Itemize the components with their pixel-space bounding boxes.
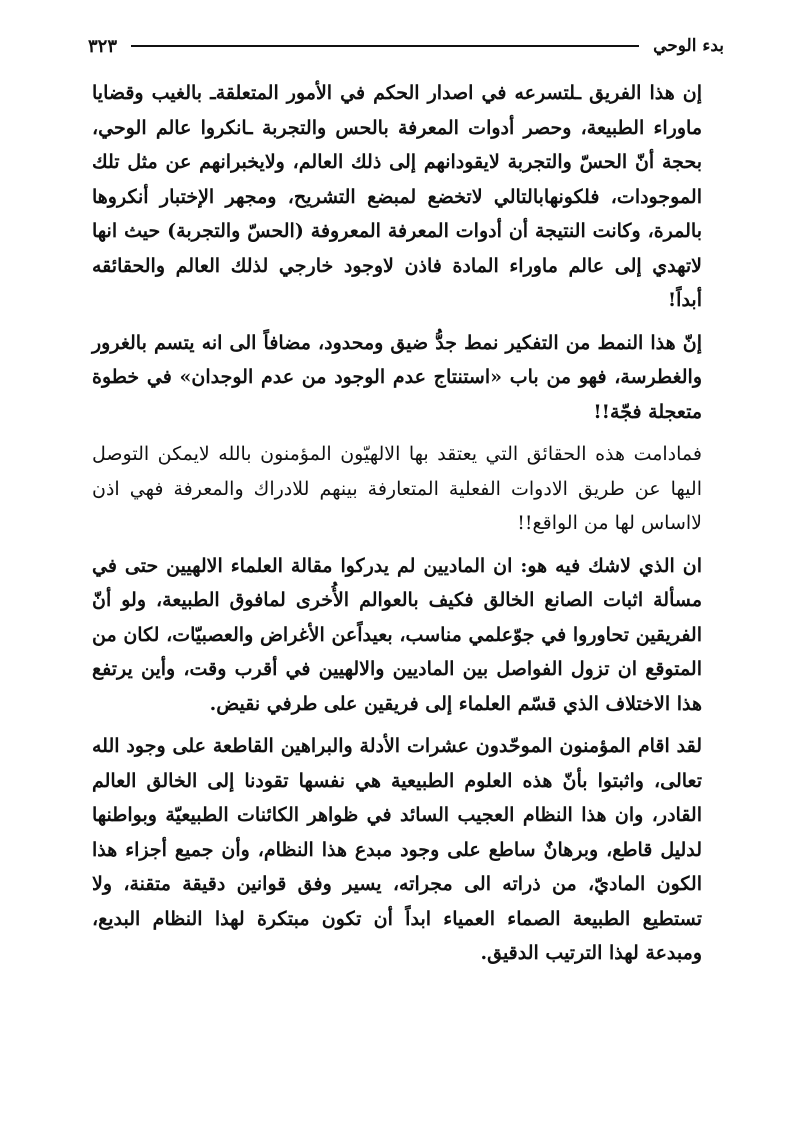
page-number: ٣٢٣ bbox=[88, 35, 118, 57]
paragraph-2: إنّ هذا النمط من التفكير نمط جدُّ ضيق ومحدود، مضافاً الى انه يتسم بالغرور والغطرسة، فهو من باب «استنتاج عدم الوجود من عدم الوجدان» في خطوة متعجلة فجّة!! bbox=[92, 331, 702, 423]
running-header bbox=[88, 34, 724, 58]
paragraph-3: فمادامت هذه الحقائق التي يعتقد بها الالهيّون المؤمنون بالله لايمكن التوصل اليها عن طريق الادوات الفعلية المتعارفة بينهم للادراك والمعرفة فهي اذن لااساس لها من الواقع!! bbox=[92, 443, 702, 534]
chapter-title: بدء الوحي bbox=[653, 36, 724, 56]
paragraph-5: لقد اقام المؤمنون الموحّدون عشرات الأدلة والبراهين القاطعة على وجود الله تعالى، واثبتوا بأنّ هذه العلوم الطبيعية هي نفسها تقودنا إلى الخالق العالم القادر، وان هذا النظام العجيب السائد في ظواهر الكائنات الطبيعيّة وبواطنها لدليل قاطع، وبرهانٌ ساطع على وجود مبدع هذا النظام، وأن جميع أجزاء هذا الكون الماديّ، من ذراته الى مجراته، يسير وفق قوانين دقيقة متقنة، ولا تستطيع الطبيعة الصماء العمياء ابداً أن تكون مبتكرة لهذا النظام البديع، ومبدعة لهذا الترتيب الدقيق. bbox=[92, 735, 702, 964]
header-rule bbox=[131, 45, 639, 47]
body-text bbox=[92, 76, 724, 979]
paragraph-4: ان الذي لاشك فيه هو: ان الماديين لم يدركوا مقالة العلماء الالهيين حتى في مسألة اثبات الصانع الخالق فكيف بالعوالم الأُخرى لمافوق الطبيعة، ولو أنّ الفريقين تحاوروا في جوّعلمي مناسب، بعيداًعن الأغراض والعصبيّات، لكان من المتوقع ان تزول الفواصل بين الماديين والالهيين في أقرب وقت، وأين يرتفع هذا الاختلاف الذي قسّم العلماء إلى فريقين على طرفي نقيض. bbox=[92, 554, 702, 715]
paragraph-1: إن هذا الفريق ـلتسرعه في اصدار الحكم في الأمور المتعلقةـ بالغيب وقضايا ماوراء الطبيعة، وحصر أدوات المعرفة بالحس والتجربة ـانكروا عالم الوحي، بحجة أنّ الحسّ والتجربة لايقودانهم إلى ذلك العالم، ولايخبرانهم عن مثل تلك الموجودات، فلكونهابالتالي لاتخضع لمبضع التشريح، ومجهر الإختبار أنكروها بالمرة، وكانت النتيجة أن أدوات المعرفة المعروفة (الحسّ والتجربة) حيث انها لاتهدي إلى عالم ماوراء المادة فاذن لاوجود خارجي لذلك العالم والحقائقه أبداً! bbox=[92, 82, 702, 311]
